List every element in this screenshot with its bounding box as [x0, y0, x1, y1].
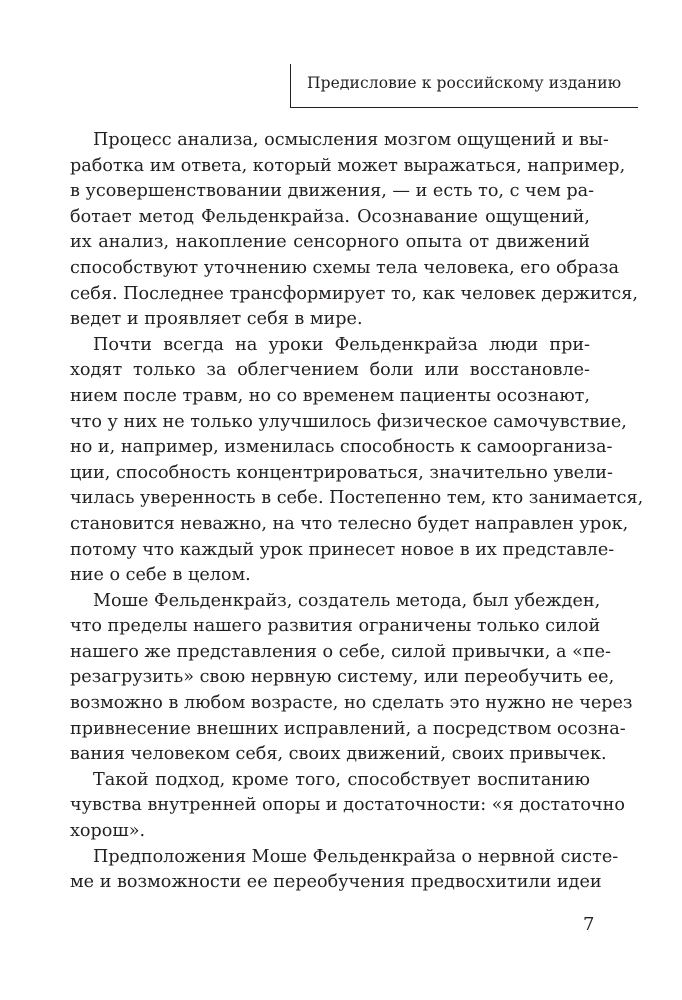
running-header — [290, 64, 638, 108]
text-line: Такой подход, кроме того, способствует воспитанию — [93, 769, 590, 790]
running-header-title: Предисловие к российскому изданию — [307, 74, 622, 92]
text-line: способствуют уточнению схемы тела человека, его образа — [70, 257, 620, 278]
text-line: но и, например, изменилась способность к самоорганиза- — [70, 437, 613, 458]
text-line: в усовершенствовании движения, — и есть то, с чем ра- — [70, 181, 595, 202]
text-line: чилась уверенность в себе. Постепенно тем, кто занимается, — [70, 488, 644, 509]
text-line: себя. Последнее трансформирует то, как человек держится, — [70, 283, 638, 304]
text-line: становится неважно, на что телесно будет направлен урок, — [70, 513, 629, 534]
text-line: что у них не только улучшилось физическое самочувствие, — [70, 411, 627, 432]
text-line: нием после травм, но со временем пациенты осознают, — [70, 385, 591, 406]
text-line: вания человеком себя, своих движений, своих привычек. — [70, 744, 607, 765]
text-line: что пределы нашего развития ограничены только силой — [70, 616, 601, 637]
text-line: Почти всегда на уроки Фельденкрайза люди при- — [93, 334, 590, 355]
text-line: возможно в любом возрасте, но сделать это нужно не через — [70, 693, 633, 714]
body-text — [70, 128, 644, 896]
text-line: резагрузить» свою нервную систему, или переобучить ее, — [70, 667, 615, 688]
text-line: ходят только за облегчением боли или восстановле- — [70, 360, 590, 381]
text-line: ции, способность концентрироваться, значительно увели- — [70, 462, 613, 483]
text-line: ведет и проявляет себя в мире. — [70, 309, 363, 330]
text-line: работка им ответа, который может выражаться, например, — [70, 155, 626, 176]
text-line: ботает метод Фельденкрайза. Осознавание ощущений, — [70, 206, 590, 227]
text-line: ние о себе в целом. — [70, 565, 251, 586]
text-line: их анализ, накопление сенсорного опыта от движений — [70, 232, 590, 253]
page-number: 7 — [583, 914, 595, 935]
text-line: Моше Фельденкрайз, создатель метода, был убежден, — [93, 590, 601, 611]
text-line: нашего же представления о себе, силой привычки, а «пе- — [70, 641, 611, 662]
text-line: потому что каждый урок принесет новое в их представле- — [70, 539, 615, 560]
text-line: привнесение внешних исправлений, а посредством осозна- — [70, 718, 626, 739]
text-line: ме и возможности ее переобучения предвосхитили идеи — [70, 872, 602, 893]
text-line: хорош». — [70, 821, 146, 842]
text-line: Предположения Моше Фельденкрайза о нервной систе- — [93, 846, 619, 867]
text-line: чувства внутренней опоры и достаточности: «я достаточно — [70, 795, 625, 816]
text-line: Процесс анализа, осмысления мозгом ощущений и вы- — [93, 130, 609, 150]
